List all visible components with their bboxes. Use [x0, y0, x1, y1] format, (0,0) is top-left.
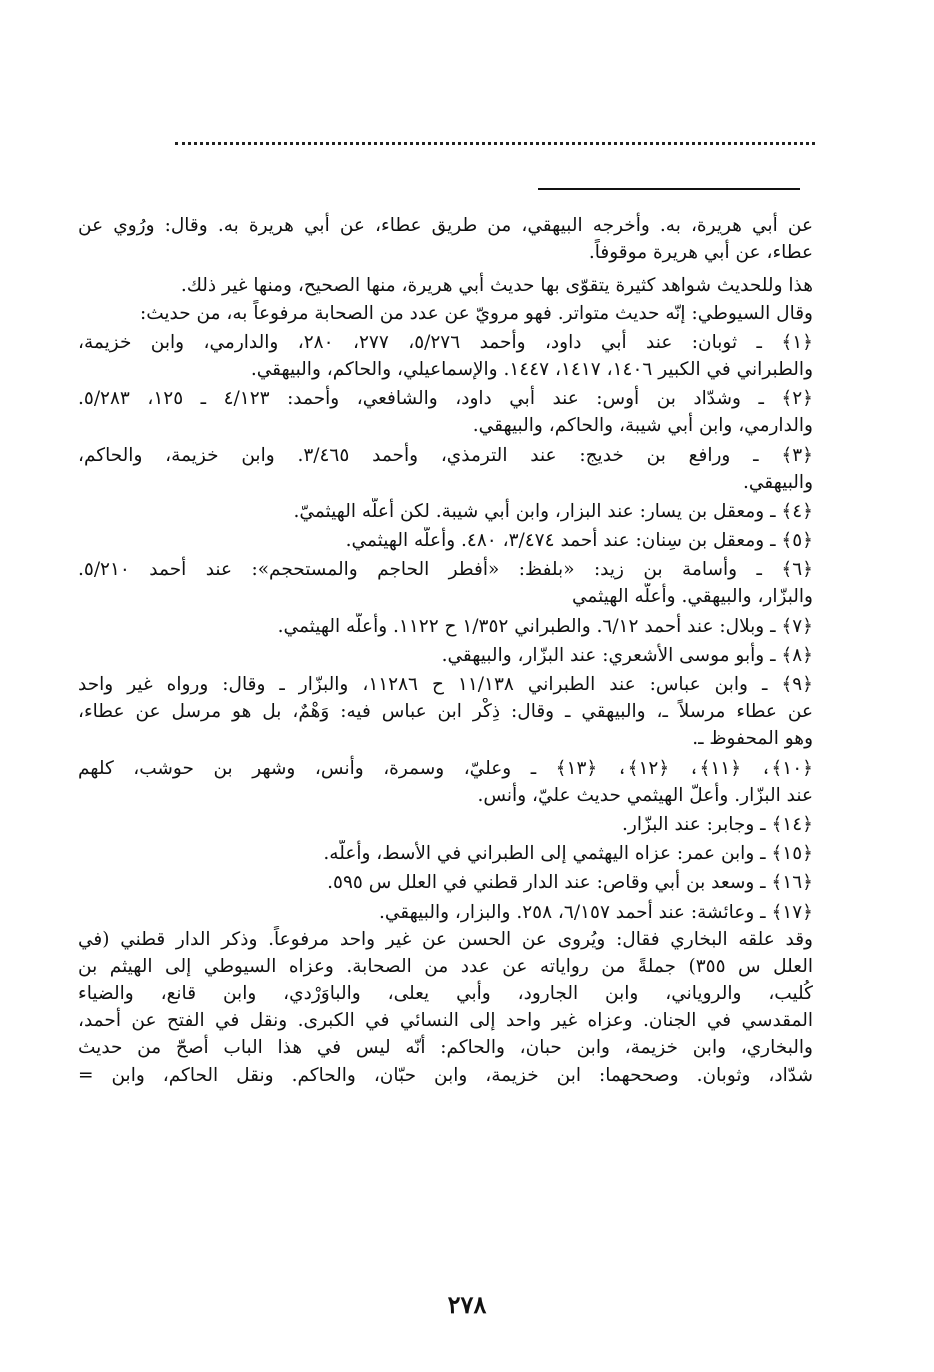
- text-line: ﴿٣﴾ ـ ورافع بن خديج: عند الترمذي، وأحمد ٣/٤٦٥. وابن خزيمة، والحاكم،: [78, 444, 813, 466]
- text-line: والدارمي، وابن أبي شيبة، والحاكم، والبيهقي.: [472, 415, 813, 437]
- text-line: والبيهقي.: [742, 471, 813, 493]
- text-line: ﴿١٥﴾ ـ وابن عمر: عزاه اليهثمي إلى الطبراني في الأسط، وأعلّه.: [323, 843, 813, 865]
- text-line: كُليب، والروياني، وابن الجارود، وأبي يعلى، والباوَرْدي، وابن قانع، والضياء: [78, 983, 813, 1005]
- text-line: وقال السيوطي: إنّه حديث متواتر. فهو مرويّ عن عدد من الصحابة مرفوعاً به، من حديث:: [139, 302, 813, 324]
- text-line: ﴿٩﴾ ـ وابن عباس: عند الطبراني ١١/١٣٨ ح ١١٢٨٦، والبزّار ـ وقال: ورواه غير واحد: [78, 674, 813, 695]
- text-line: ﴿١٦﴾ ـ وسعد بن أبي وقاص: عند الدار قطني في العلل س ٥٩٥.: [327, 872, 813, 894]
- text-line: ﴿١٠﴾، ﴿١١﴾، ﴿١٢﴾، ﴿١٣﴾ ـ وعليّ، وسمرة، وأنس، وشهر بن حوشب، كلهم: [78, 757, 813, 779]
- text-line: ﴿٤﴾ ـ ومعقل بن يسار: عند البزار، وابن أبي شيبة. لكن أعلّه الهيثميّ.: [293, 500, 813, 522]
- text-line: والبزّار، والبيهقي. وأعلّه الهيثمي: [572, 586, 813, 608]
- dotted-separator: [175, 142, 815, 145]
- text-line: والبخاري، وابن خزيمة، وابن حبان، والحاكم: أنّه ليس في هذا الباب أصحّ من حديث: [78, 1037, 813, 1059]
- text-line: عن أبي هريرة، به. وأخرجه البيهقي، من طريق عطاء، عن أبي هريرة به. وقال: ورُوي عن: [78, 215, 813, 236]
- text-line: عند البزّار. وأعلّ الهيثمي حديث عليّ، وأنس.: [477, 784, 813, 806]
- text-line: ﴿٨﴾ ـ وأبو موسى الأشعري: عند البزّار، والبيهقي.: [441, 644, 813, 666]
- text-line: هذا وللحديث شواهد كثيرة يتقوّى بها حديث أبي هريرة، منها الصحيح، ومنها غير ذلك.: [180, 275, 813, 297]
- text-line: ﴿٢﴾ ـ وشدّاد بن أوس: عند أبي داود، والشافعي، وأحمد: ٤/١٢٣ ـ ١٢٥، ٥/٢٨٣.: [78, 388, 813, 410]
- footnote-text: [78, 212, 813, 1089]
- text-line: المقدسي في الجنان. وعزاه غير واحد إلى النسائي في الكبرى. ونقل في الفتح عن أحمد،: [78, 1010, 813, 1032]
- text-line: ﴿١٤﴾ ـ وجابر: عند البزّار.: [622, 813, 813, 835]
- page-number: ٢٧٨: [447, 1290, 487, 1319]
- text-line: عطاء، عن أبي هريرة موقوفاً.: [588, 242, 813, 264]
- text-line: وهو المحفوظ ـ.: [692, 728, 813, 750]
- text-line: ﴿١٧﴾ ـ وعائشة: عند أحمد ٦/١٥٧، ٢٥٨. والبزار، والبيهقي.: [378, 901, 813, 923]
- text-line: العلل س ٣٥٥) جملةً من رواياته عن عدد من الصحابة. وعزاه السيوطي إلى الهيثم بن: [78, 955, 813, 977]
- text-line: ﴿٧﴾ ـ وبلال: عند أحمد ٦/١٢. والطبراني ١/٣٥٢ ح ١١٢٢. وأعلّه الهيثمي.: [277, 615, 813, 637]
- text-line: ﴿١﴾ ـ ثوبان: عند أبي داود، وأحمد ٥/٢٧٦، ٢٧٧، ٢٨٠، والدارمي، وابن خزيمة،: [78, 331, 813, 353]
- footnote-rule: [538, 188, 800, 190]
- text-line: عن عطاء مرسلاً ـ، والبيهقي ـ وقال: ذِكْر ابن عباس فيه: وَهْمٌ، بل هو مرسل عن عطاء،: [78, 701, 813, 723]
- text-line: ﴿٥﴾ ـ ومعقل بن سِنان: عند أحمد ٣/٤٧٤، ٤٨٠. وأعلّه الهيثمي.: [345, 530, 813, 552]
- text-line: شدّاد، وثوبان. وصححهما: ابن خزيمة، وابن حبّان، والحاكم. ونقل الحاكم، وابن =: [78, 1064, 813, 1086]
- text-line: وقد علقه البخاري فقال: ويُروى عن الحسن عن غير واحد مرفوعاً. وذكر الدار قطني (في: [78, 928, 813, 950]
- text-line: ﴿٦﴾ ـ وأسامة بن زيد: «بلفظ: «أفطر الحاجم والمستحجم»: عند أحمد ٥/٢١٠.: [78, 559, 813, 581]
- text-line: والطبراني في الكبير ١٤٠٦، ١٤١٧، ١٤٤٧. والإسماعيلي، والحاكم، والبيهقي.: [250, 358, 813, 380]
